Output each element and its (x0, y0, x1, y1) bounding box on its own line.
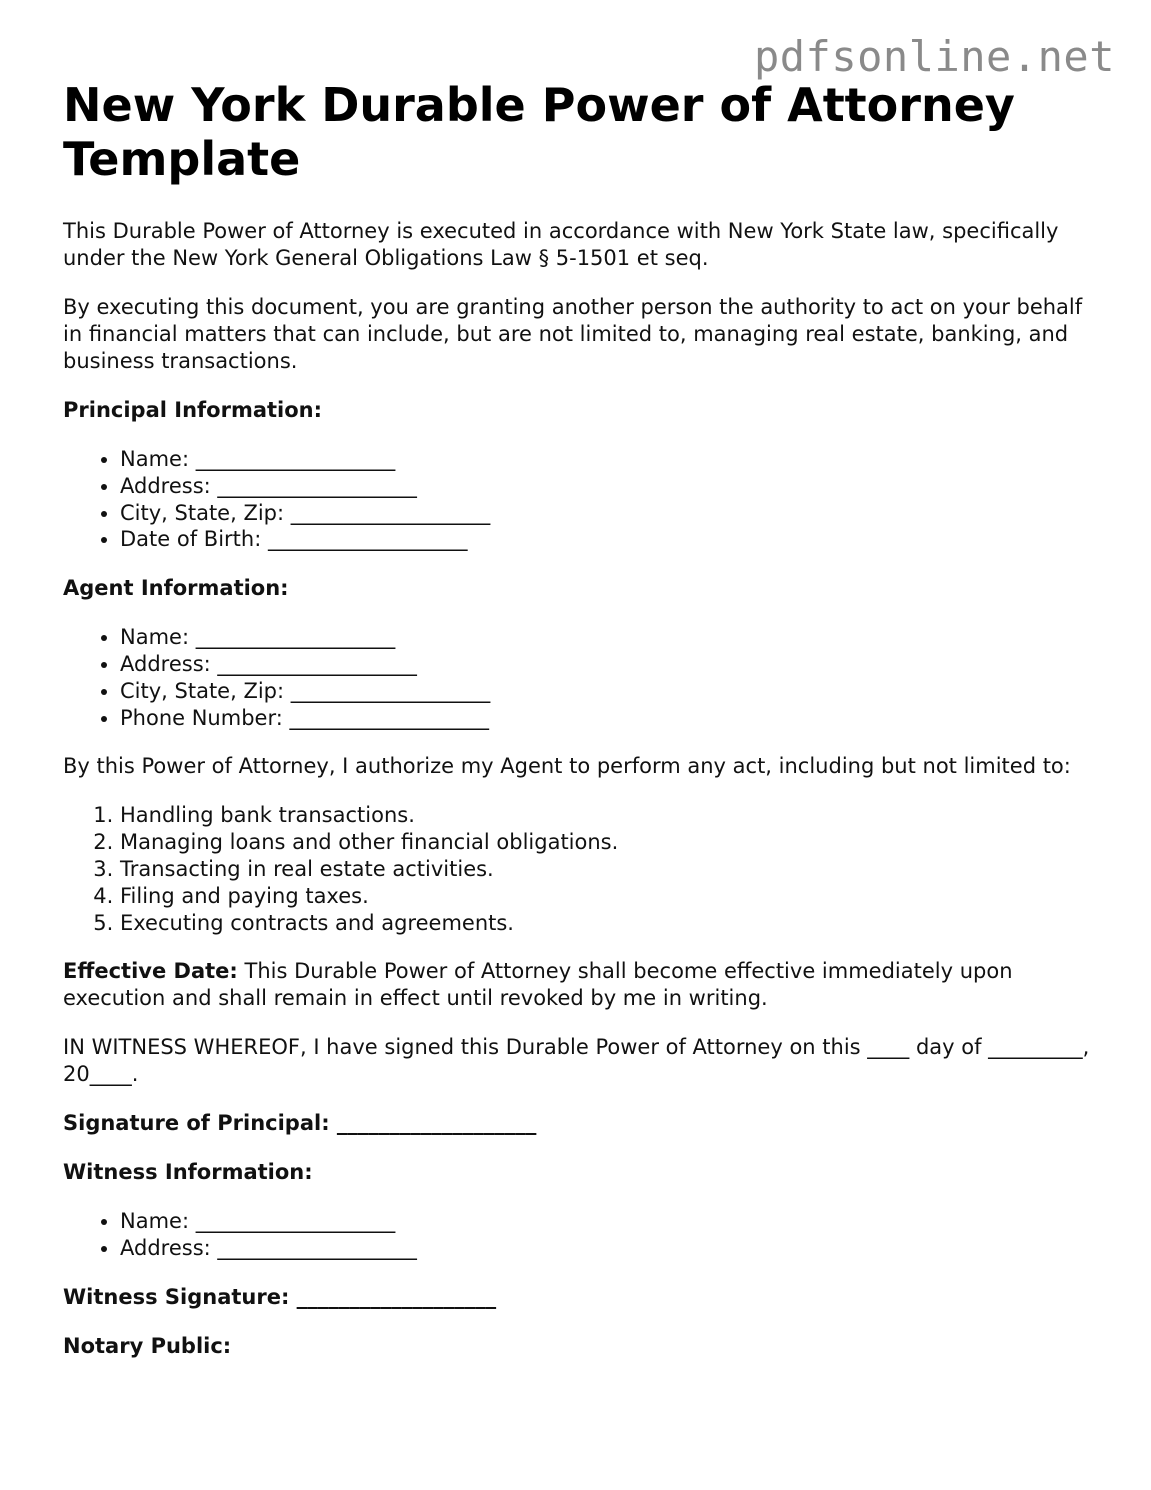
document-title: New York Durable Power of Attorney Template (63, 78, 1015, 186)
witness-name-field: • Name: ___________________ (120, 1208, 1093, 1235)
power-item: 2. Managing loans and other financial obligations. (120, 829, 1093, 856)
principal-fields-list (63, 446, 1093, 553)
powers-list (63, 802, 1093, 936)
agent-name-field: • Name: ___________________ (120, 624, 1093, 651)
principal-dob-field: • Date of Birth: ___________________ (120, 526, 1093, 553)
agent-fields-list (63, 624, 1093, 731)
principal-signature-line: Signature of Principal: ___________________ (63, 1111, 537, 1136)
intro-paragraph-2: By executing this document, you are granting another person the authority to act on your behalf in financial matters that can include, but are not limited to, managing real estate, banking, and business transactions. (63, 295, 1083, 373)
watermark: pdfsonline.net (753, 32, 1115, 81)
power-item: 3. Transacting in real estate activities. (120, 856, 1093, 883)
witness-whereof-paragraph: IN WITNESS WHEREOF, I have signed this Durable Power of Attorney on this ____ day of _________, 20____. (63, 1035, 1090, 1087)
agent-city-state-zip-field: • City, State, Zip: ___________________ (120, 678, 1093, 705)
power-item: 5. Executing contracts and agreements. (120, 910, 1093, 937)
agent-address-field: • Address: ___________________ (120, 651, 1093, 678)
witness-signature-line: Witness Signature: ___________________ (63, 1284, 497, 1309)
effective-date-label: Effective Date: (63, 959, 238, 984)
principal-city-state-zip-field: • City, State, Zip: ___________________ (120, 500, 1093, 527)
effective-date-paragraph (63, 958, 1093, 1012)
effective-date-text: This Durable Power of Attorney shall become effective immediately upon execution and shall remain in effect until revoked by me in writing. (63, 959, 1013, 1011)
agent-phone-field: • Phone Number: ___________________ (120, 705, 1093, 732)
intro-paragraph-1: This Durable Power of Attorney is executed in accordance with New York State law, specifically under the New York General Obligations Law § 5-1501 et seq. (63, 219, 1059, 270)
principal-heading: Principal Information: (63, 398, 323, 422)
notary-heading: Notary Public: (63, 1333, 232, 1358)
witness-fields-list (63, 1208, 1093, 1262)
principal-address-field: • Address: ___________________ (120, 473, 1093, 500)
authorization-paragraph: By this Power of Attorney, I authorize my Agent to perform any act, including but not limited to: (63, 754, 1071, 779)
agent-heading: Agent Information: (63, 576, 289, 601)
witness-heading: Witness Information: (63, 1160, 313, 1185)
power-item: 1. Handling bank transactions. (120, 802, 1093, 829)
power-item: 4. Filing and paying taxes. (120, 883, 1093, 910)
principal-name-field: • Name: ___________________ (120, 446, 1093, 473)
witness-address-field: • Address: ___________________ (120, 1235, 1093, 1262)
document-page (63, 78, 1093, 1382)
